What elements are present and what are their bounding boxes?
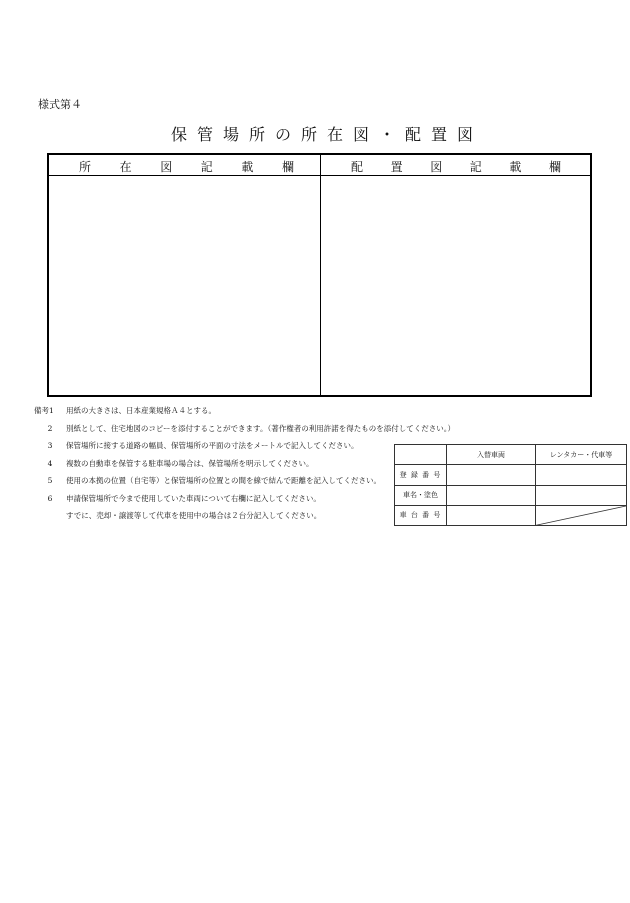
note-item [34, 420, 455, 438]
page-title: 保管場所の所在図・配置図 [170, 125, 483, 144]
form-number: 様式第４ [38, 98, 82, 111]
header-char: 欄 [281, 159, 294, 174]
note-item [34, 455, 455, 473]
note-number: 2 [47, 423, 53, 433]
note-text: すでに、売却・譲渡等して代車を使用中の場合は２台分記入してください。 [66, 511, 322, 520]
note-text: 別紙として、住宅地図のコピーを添付することができます。（著作権者の利用許諾を得たものを添付してください。） [66, 423, 455, 433]
note-number: 4 [47, 458, 53, 468]
header-char: 配 [351, 159, 364, 174]
note-item [34, 507, 455, 525]
note-text: 複数の自動車を保管する駐車場の場合は、保管場所を明示してください。 [66, 458, 314, 468]
note-number: 5 [47, 476, 53, 485]
rental-registration-number-cell[interactable] [536, 465, 627, 485]
vehicle-table [394, 444, 627, 526]
header-char: 図 [430, 159, 443, 174]
note-number: 6 [47, 493, 53, 503]
header-char: 所 [79, 159, 92, 174]
note-text: 申請保管場所で今まで使用していた車両について右欄に記入してください。 [66, 493, 321, 503]
layout-map-header [351, 157, 561, 175]
replacement-vehicle-header: 入替車両 [447, 445, 536, 465]
note-item [34, 490, 455, 508]
registration-number-label: 登 録 番 号 [395, 465, 447, 485]
rental-chassis-number-cell[interactable] [536, 505, 627, 525]
vehicle-name-color-cell[interactable] [447, 485, 536, 505]
header-char: 図 [160, 159, 173, 174]
vehicle-name-color-label: 車名・塗色 [395, 485, 447, 505]
header-char: 欄 [548, 159, 561, 174]
rental-vehicle-name-color-cell[interactable] [536, 485, 627, 505]
location-map-area[interactable] [49, 176, 320, 395]
header-char: 載 [241, 159, 254, 174]
notes [34, 402, 455, 525]
header-char: 在 [119, 159, 132, 174]
location-layout-table [47, 153, 592, 397]
diagonal-strike [536, 506, 626, 525]
note-item [34, 402, 455, 420]
layout-map-area[interactable] [321, 176, 590, 395]
note-item [34, 472, 455, 490]
note-text: 使用の本拠の位置（自宅等）と保管場所の位置との間を線で結んで距離を記入してください。 [66, 476, 381, 485]
note-number: 3 [47, 441, 53, 450]
rental-vehicle-header: レンタカー・代車等 [536, 445, 627, 465]
registration-number-cell[interactable] [447, 465, 536, 485]
header-char: 記 [469, 159, 482, 174]
location-map-header [79, 157, 294, 175]
notes-label: 備考1 [34, 406, 54, 415]
header-char: 記 [200, 159, 213, 174]
note-item [34, 437, 455, 455]
chassis-number-label: 車 台 番 号 [395, 505, 447, 525]
header-char: 置 [390, 159, 403, 174]
header-char: 載 [509, 159, 522, 174]
table-corner-cell [395, 445, 447, 465]
chassis-number-cell[interactable] [447, 505, 536, 525]
note-text: 用紙の大きさは、日本産業規格Ａ４とする。 [66, 406, 216, 415]
note-text: 保管場所に接する道路の幅員、保管場所の平面の寸法をメートルで記入してください。 [66, 441, 359, 450]
